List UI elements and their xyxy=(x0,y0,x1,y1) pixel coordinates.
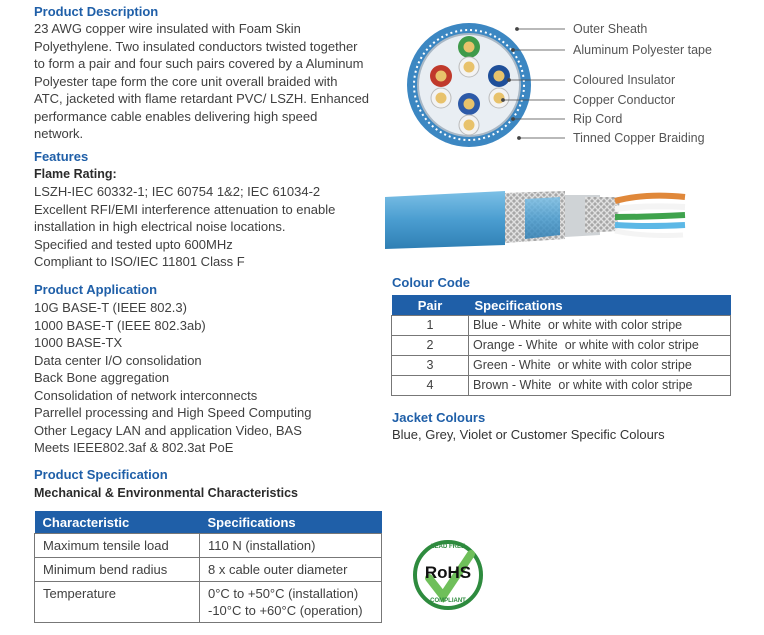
pair-colour-cell: Orange - White or white with color stripe xyxy=(469,336,731,356)
pair-colour-cell: Blue - White or white with color stripe xyxy=(469,316,731,336)
flame-rating-subheading: Flame Rating: xyxy=(34,167,117,181)
mechanical-characteristics-subheading: Mechanical & Environmental Characteristics xyxy=(34,486,298,500)
spec-table-row xyxy=(35,534,382,558)
cable-cross-section-diagram xyxy=(405,18,565,158)
application-item: 1000 BASE-T (IEEE 802.3ab) xyxy=(34,317,206,333)
pair-number-cell: 1 xyxy=(392,316,469,336)
rohs-bottom-text: COMPLIANT xyxy=(430,598,466,604)
application-item: Data center I/O consolidation xyxy=(34,352,202,368)
cable-image xyxy=(385,183,687,255)
specification-cell xyxy=(200,534,382,558)
rohs-badge xyxy=(413,540,483,610)
colour-code-row xyxy=(392,356,731,376)
description-line: network. xyxy=(34,126,84,141)
product-description-text xyxy=(34,20,369,143)
specification-line: 110 N (installation) xyxy=(208,538,316,553)
spec-table-row xyxy=(35,558,382,582)
specification-line: 8 x cable outer diameter xyxy=(208,562,348,577)
description-line: Polyethylene. Two insulated conductors twisted together xyxy=(34,38,358,54)
description-line: to form a pair and four such pairs covered by a Aluminum xyxy=(34,56,364,71)
application-item: Meets IEEE802.3af & 802.3at PoE xyxy=(34,440,234,455)
features-list xyxy=(34,183,335,271)
application-item: Parrellel processing and High Speed Computing xyxy=(34,405,312,420)
specification-line: 0°C to +50°C (installation) xyxy=(208,586,359,601)
spec-table xyxy=(34,511,382,623)
product-application-heading: Product Application xyxy=(34,282,158,297)
label-aluminum-polyester-tape: Aluminum Polyester tape xyxy=(573,43,712,57)
application-item: Back Bone aggregation xyxy=(34,370,170,385)
pair-number-cell: 2 xyxy=(392,336,469,356)
jacket-colours-text: Blue, Grey, Violet or Customer Specific Colours xyxy=(392,427,665,442)
feature-item: LSZH-IEC 60332-1; IEC 60754 1&2; IEC 61034-2 xyxy=(34,184,321,199)
colour-code-row xyxy=(392,316,731,336)
product-application-list xyxy=(34,299,312,457)
description-line: Polyester tape form the core unit overall braided with xyxy=(34,73,338,89)
spec-table-header-specifications: Specifications xyxy=(200,511,382,534)
specification-cell xyxy=(200,558,382,582)
description-line: ATC, jacketed with flame retardant PVC/ LSZH. Enhanced xyxy=(34,91,370,106)
specification-cell xyxy=(200,582,382,623)
pair-colour-cell: Brown - White or white with color stripe xyxy=(469,376,731,396)
spec-table-row xyxy=(35,582,382,623)
label-rip-cord: Rip Cord xyxy=(573,112,623,126)
pair-colour-cell: Green - White or white with color stripe xyxy=(469,356,731,376)
pair-number-cell: 4 xyxy=(392,376,469,396)
rohs-main-text: RoHS xyxy=(424,563,472,582)
application-item: 1000 BASE-TX xyxy=(34,335,123,350)
application-item: Other Legacy LAN and application Video, BAS xyxy=(34,422,302,438)
description-line: performance cable enables delivering high speed xyxy=(34,108,318,124)
specification-line: -10°C to +60°C (operation) xyxy=(208,603,363,618)
label-coloured-insulator: Coloured Insulator xyxy=(573,73,676,87)
product-specification-heading: Product Specification xyxy=(34,467,168,482)
rohs-top-text: LEAD FREE xyxy=(430,544,465,550)
application-item: 10G BASE-T (IEEE 802.3) xyxy=(34,300,187,315)
colour-code-row xyxy=(392,376,731,396)
label-copper-conductor: Copper Conductor xyxy=(573,93,676,107)
description-line: 23 AWG copper wire insulated with Foam Skin xyxy=(34,21,301,36)
colour-code-row xyxy=(392,336,731,356)
product-description-heading: Product Description xyxy=(34,4,159,19)
application-item: Consolidation of network interconnects xyxy=(34,387,258,403)
feature-item: Excellent RFI/EMI interference attenuation to enable xyxy=(34,201,336,217)
characteristic-cell: Maximum tensile load xyxy=(35,534,200,558)
pair-number-cell: 3 xyxy=(392,356,469,376)
characteristic-cell: Minimum bend radius xyxy=(35,558,200,582)
features-heading: Features xyxy=(34,149,89,164)
feature-item: Compliant to ISO/IEC 11801 Class F xyxy=(34,254,245,269)
label-tinned-copper-braiding: Tinned Copper Braiding xyxy=(573,131,705,145)
colour-code-header-specifications: Specifications xyxy=(469,295,731,316)
feature-item: installation in high electrical noise locations. xyxy=(34,219,286,234)
colour-code-table xyxy=(391,295,731,396)
colour-code-header-pair: Pair xyxy=(392,295,469,316)
feature-item: Specified and tested upto 600MHz xyxy=(34,236,233,252)
colour-code-heading: Colour Code xyxy=(392,275,470,290)
label-outer-sheath: Outer Sheath xyxy=(573,22,648,36)
spec-table-header-characteristic: Characteristic xyxy=(35,511,200,534)
jacket-colours-heading: Jacket Colours xyxy=(392,410,486,425)
characteristic-cell: Temperature xyxy=(35,582,200,623)
